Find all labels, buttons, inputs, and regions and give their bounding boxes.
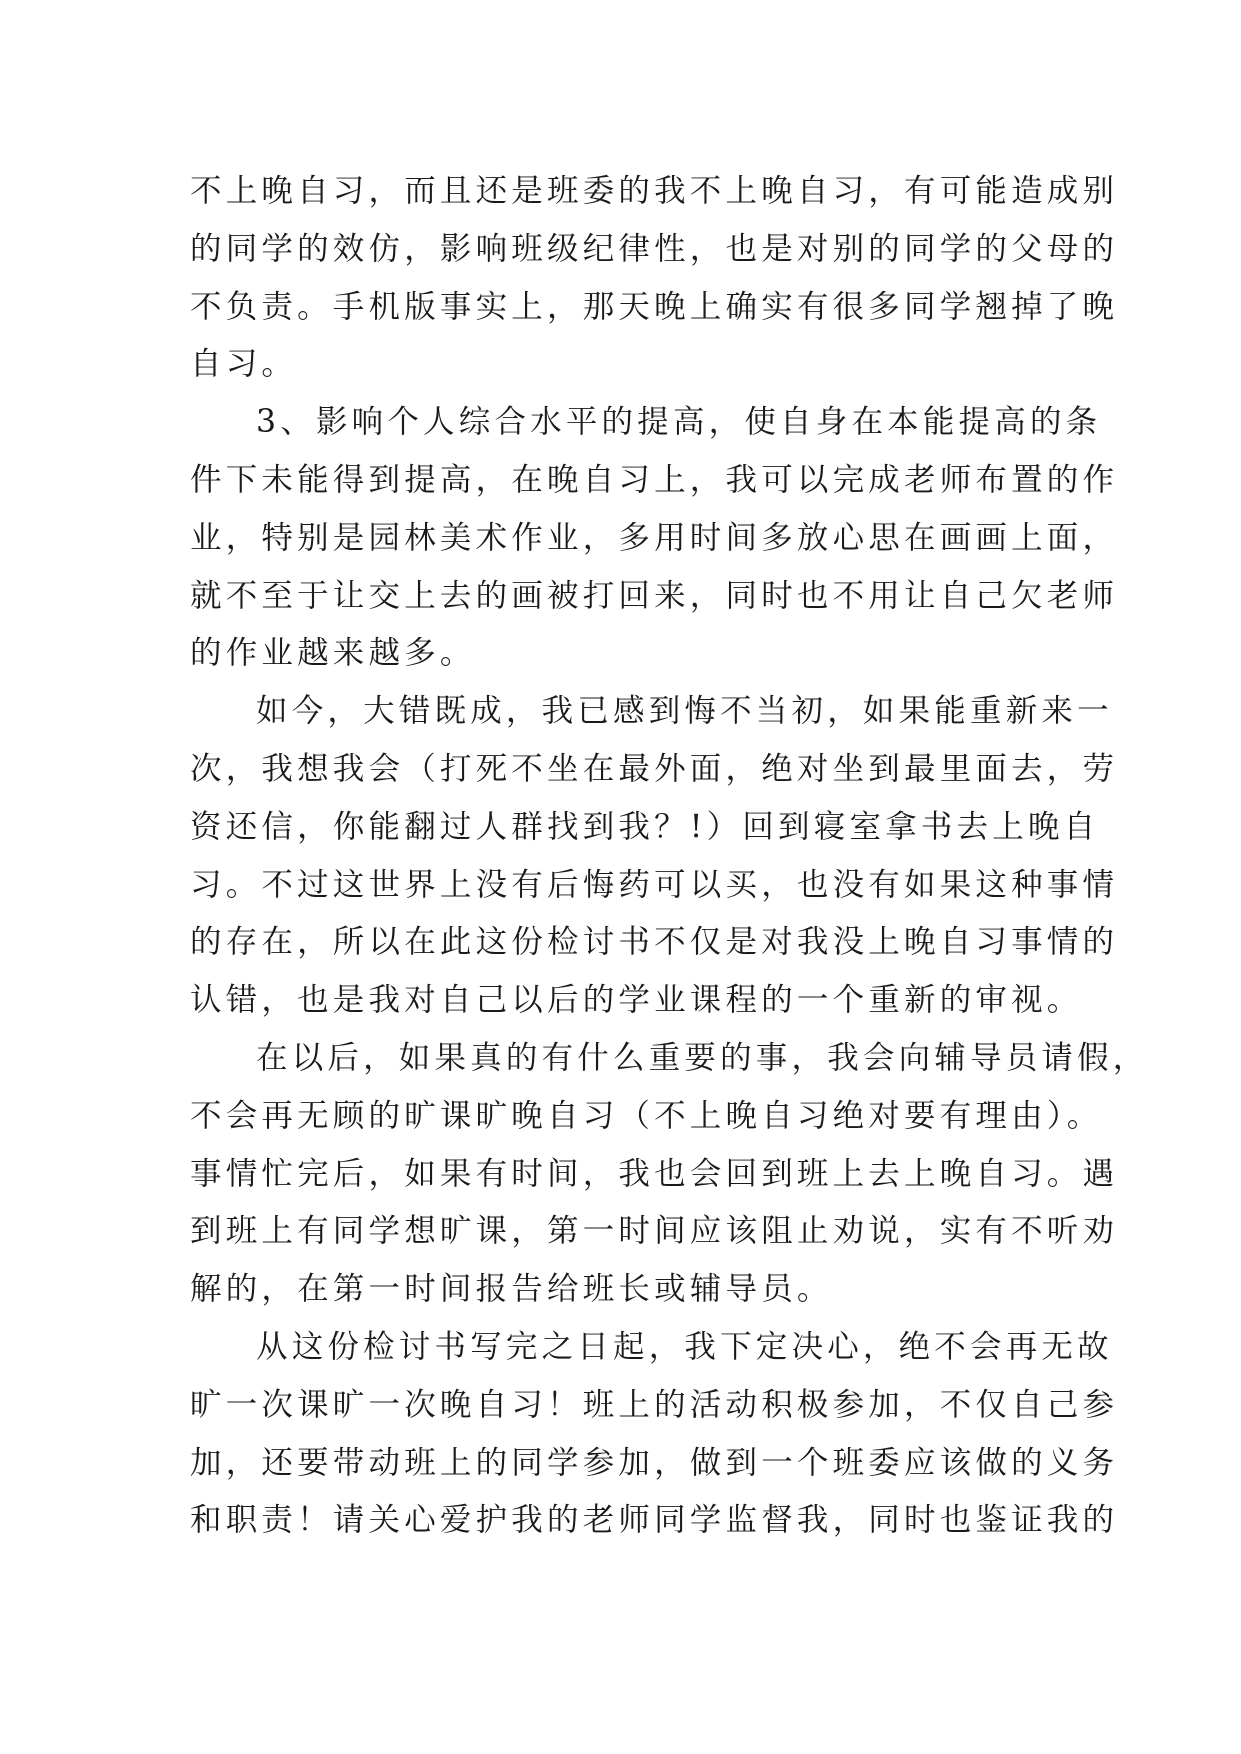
paragraph (190, 683, 1119, 1030)
text-line: 从这份检讨书写完之日起，我下定决心，绝不会再无故 (256, 1328, 1113, 1365)
text-line: 和职责！请关心爱护我的老师同学监督我，同时也鉴证我的 (190, 1502, 1119, 1539)
paragraph (190, 1030, 1149, 1319)
text-line: 不上晚自习，而且还是班委的我不上晚自习，有可能造成别 (190, 173, 1119, 209)
text-line: 业，特别是园林美术作业，多用时间多放心思在画画上面， (190, 519, 1119, 556)
text-line: 的作业越来越多。 (190, 635, 476, 672)
text-line: 不会再无顾的旷课旷晚自习（不上晚自习绝对要有理由）。 (190, 1097, 1103, 1134)
document-body (190, 163, 1149, 1550)
text-line: 不负责。手机版事实上，那天晚上确实有很多同学翘掉了晚 (190, 288, 1119, 325)
text-line: 认错，也是我对自己以后的学业课程的一个重新的审视。 (190, 982, 1083, 1019)
text-line: 自习。 (190, 346, 298, 383)
text-line: 3、影响个人综合水平的提高，使自身在本能提高的条 (256, 404, 1102, 441)
text-line: 解的，在第一时间报告给班长或辅导员。 (190, 1271, 833, 1308)
paragraph (190, 163, 1119, 394)
text-line: 的存在，所以在此这份检讨书不仅是对我没上晚自习事情的 (190, 924, 1119, 961)
text-line: 次，我想我会（打死不坐在最外面，绝对坐到最里面去，劳 (190, 750, 1119, 787)
text-line: 习。不过这世界上没有后悔药可以买，也没有如果这种事情 (190, 866, 1119, 903)
text-line: 加，还要带动班上的同学参加，做到一个班委应该做的义务 (190, 1444, 1119, 1481)
text-line: 件下未能得到提高，在晚自习上，我可以完成老师布置的作 (190, 461, 1119, 498)
text-line: 旷一次课旷一次晚自习！班上的活动积极参加，不仅自己参 (190, 1386, 1119, 1423)
paragraph (190, 1319, 1119, 1550)
text-line: 资还信，你能翻过人群找到我？!）回到寝室拿书去上晚自 (190, 808, 1100, 845)
text-line: 到班上有同学想旷课，第一时间应该阻止劝说，实有不听劝 (190, 1213, 1119, 1250)
text-line: 如今，大错既成，我已感到悔不当初，如果能重新来一 (256, 693, 1113, 730)
text-line: 事情忙完后，如果有时间，我也会回到班上去上晚自习。遇 (190, 1155, 1119, 1192)
text-line: 的同学的效仿，影响班级纪律性，也是对别的同学的父母的 (190, 230, 1119, 267)
text-line: 就不至于让交上去的画被打回来，同时也不用让自己欠老师 (190, 577, 1119, 614)
paragraph (190, 394, 1119, 683)
text-line: 在以后，如果真的有什么重要的事，我会向辅导员请假， (256, 1039, 1149, 1076)
